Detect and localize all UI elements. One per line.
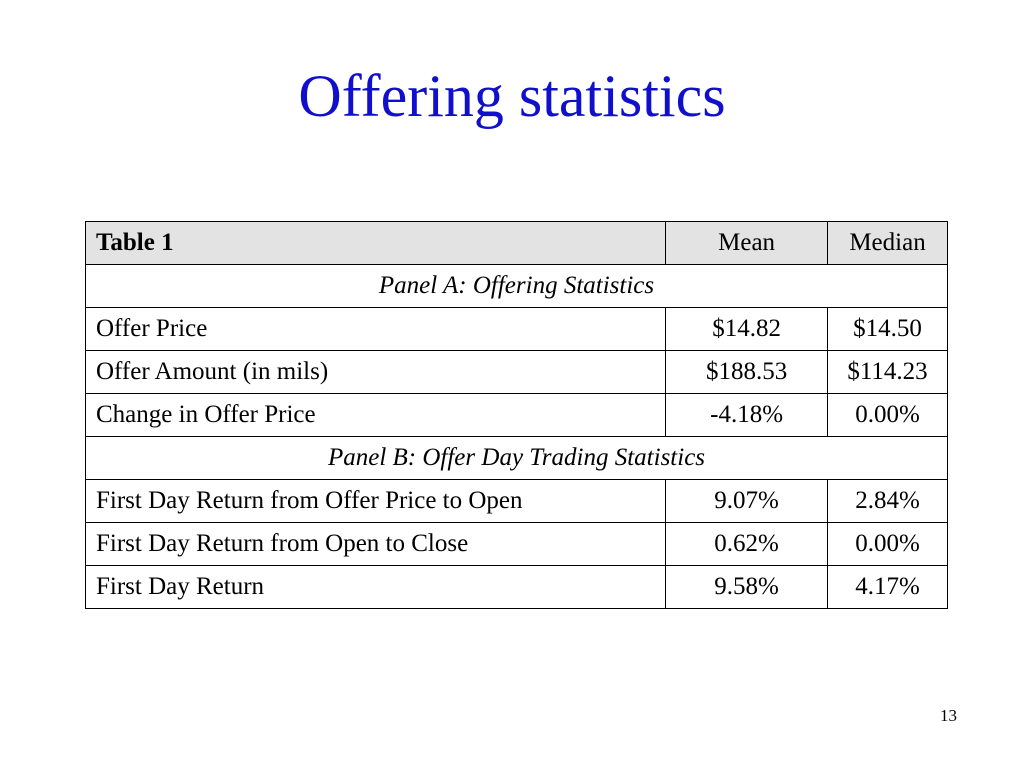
mean-value: $14.82 <box>666 308 828 351</box>
row-label: Offer Price <box>86 308 666 351</box>
table-row <box>86 351 948 394</box>
panel-b-title: Panel B: Offer Day Trading Statistics <box>86 437 948 480</box>
page-number: 13 <box>940 706 957 725</box>
median-value: 0.00% <box>828 523 948 566</box>
row-label: First Day Return from Offer Price to Open <box>86 480 666 523</box>
mean-value: $188.53 <box>666 351 828 394</box>
mean-value: 9.07% <box>666 480 828 523</box>
table-row <box>86 523 948 566</box>
median-value: 0.00% <box>828 394 948 437</box>
table-row <box>86 566 948 609</box>
table-row <box>86 480 948 523</box>
median-value: $14.50 <box>828 308 948 351</box>
mean-column-header: Mean <box>666 222 828 265</box>
median-value: 2.84% <box>828 480 948 523</box>
mean-value: 0.62% <box>666 523 828 566</box>
panel-b-header-row <box>86 437 948 480</box>
table-row <box>86 394 948 437</box>
table-row <box>86 308 948 351</box>
table-label-header: Table 1 <box>86 222 666 265</box>
row-label: First Day Return <box>86 566 666 609</box>
mean-value: 9.58% <box>666 566 828 609</box>
median-column-header: Median <box>828 222 948 265</box>
table-header-row <box>86 222 948 265</box>
panel-a-header-row <box>86 265 948 308</box>
statistics-table <box>85 221 948 609</box>
row-label: Offer Amount (in mils) <box>86 351 666 394</box>
panel-a-title: Panel A: Offering Statistics <box>86 265 948 308</box>
row-label: First Day Return from Open to Close <box>86 523 666 566</box>
mean-value: -4.18% <box>666 394 828 437</box>
median-value: 4.17% <box>828 566 948 609</box>
slide-title: Offering statistics <box>298 63 726 129</box>
median-value: $114.23 <box>828 351 948 394</box>
row-label: Change in Offer Price <box>86 394 666 437</box>
